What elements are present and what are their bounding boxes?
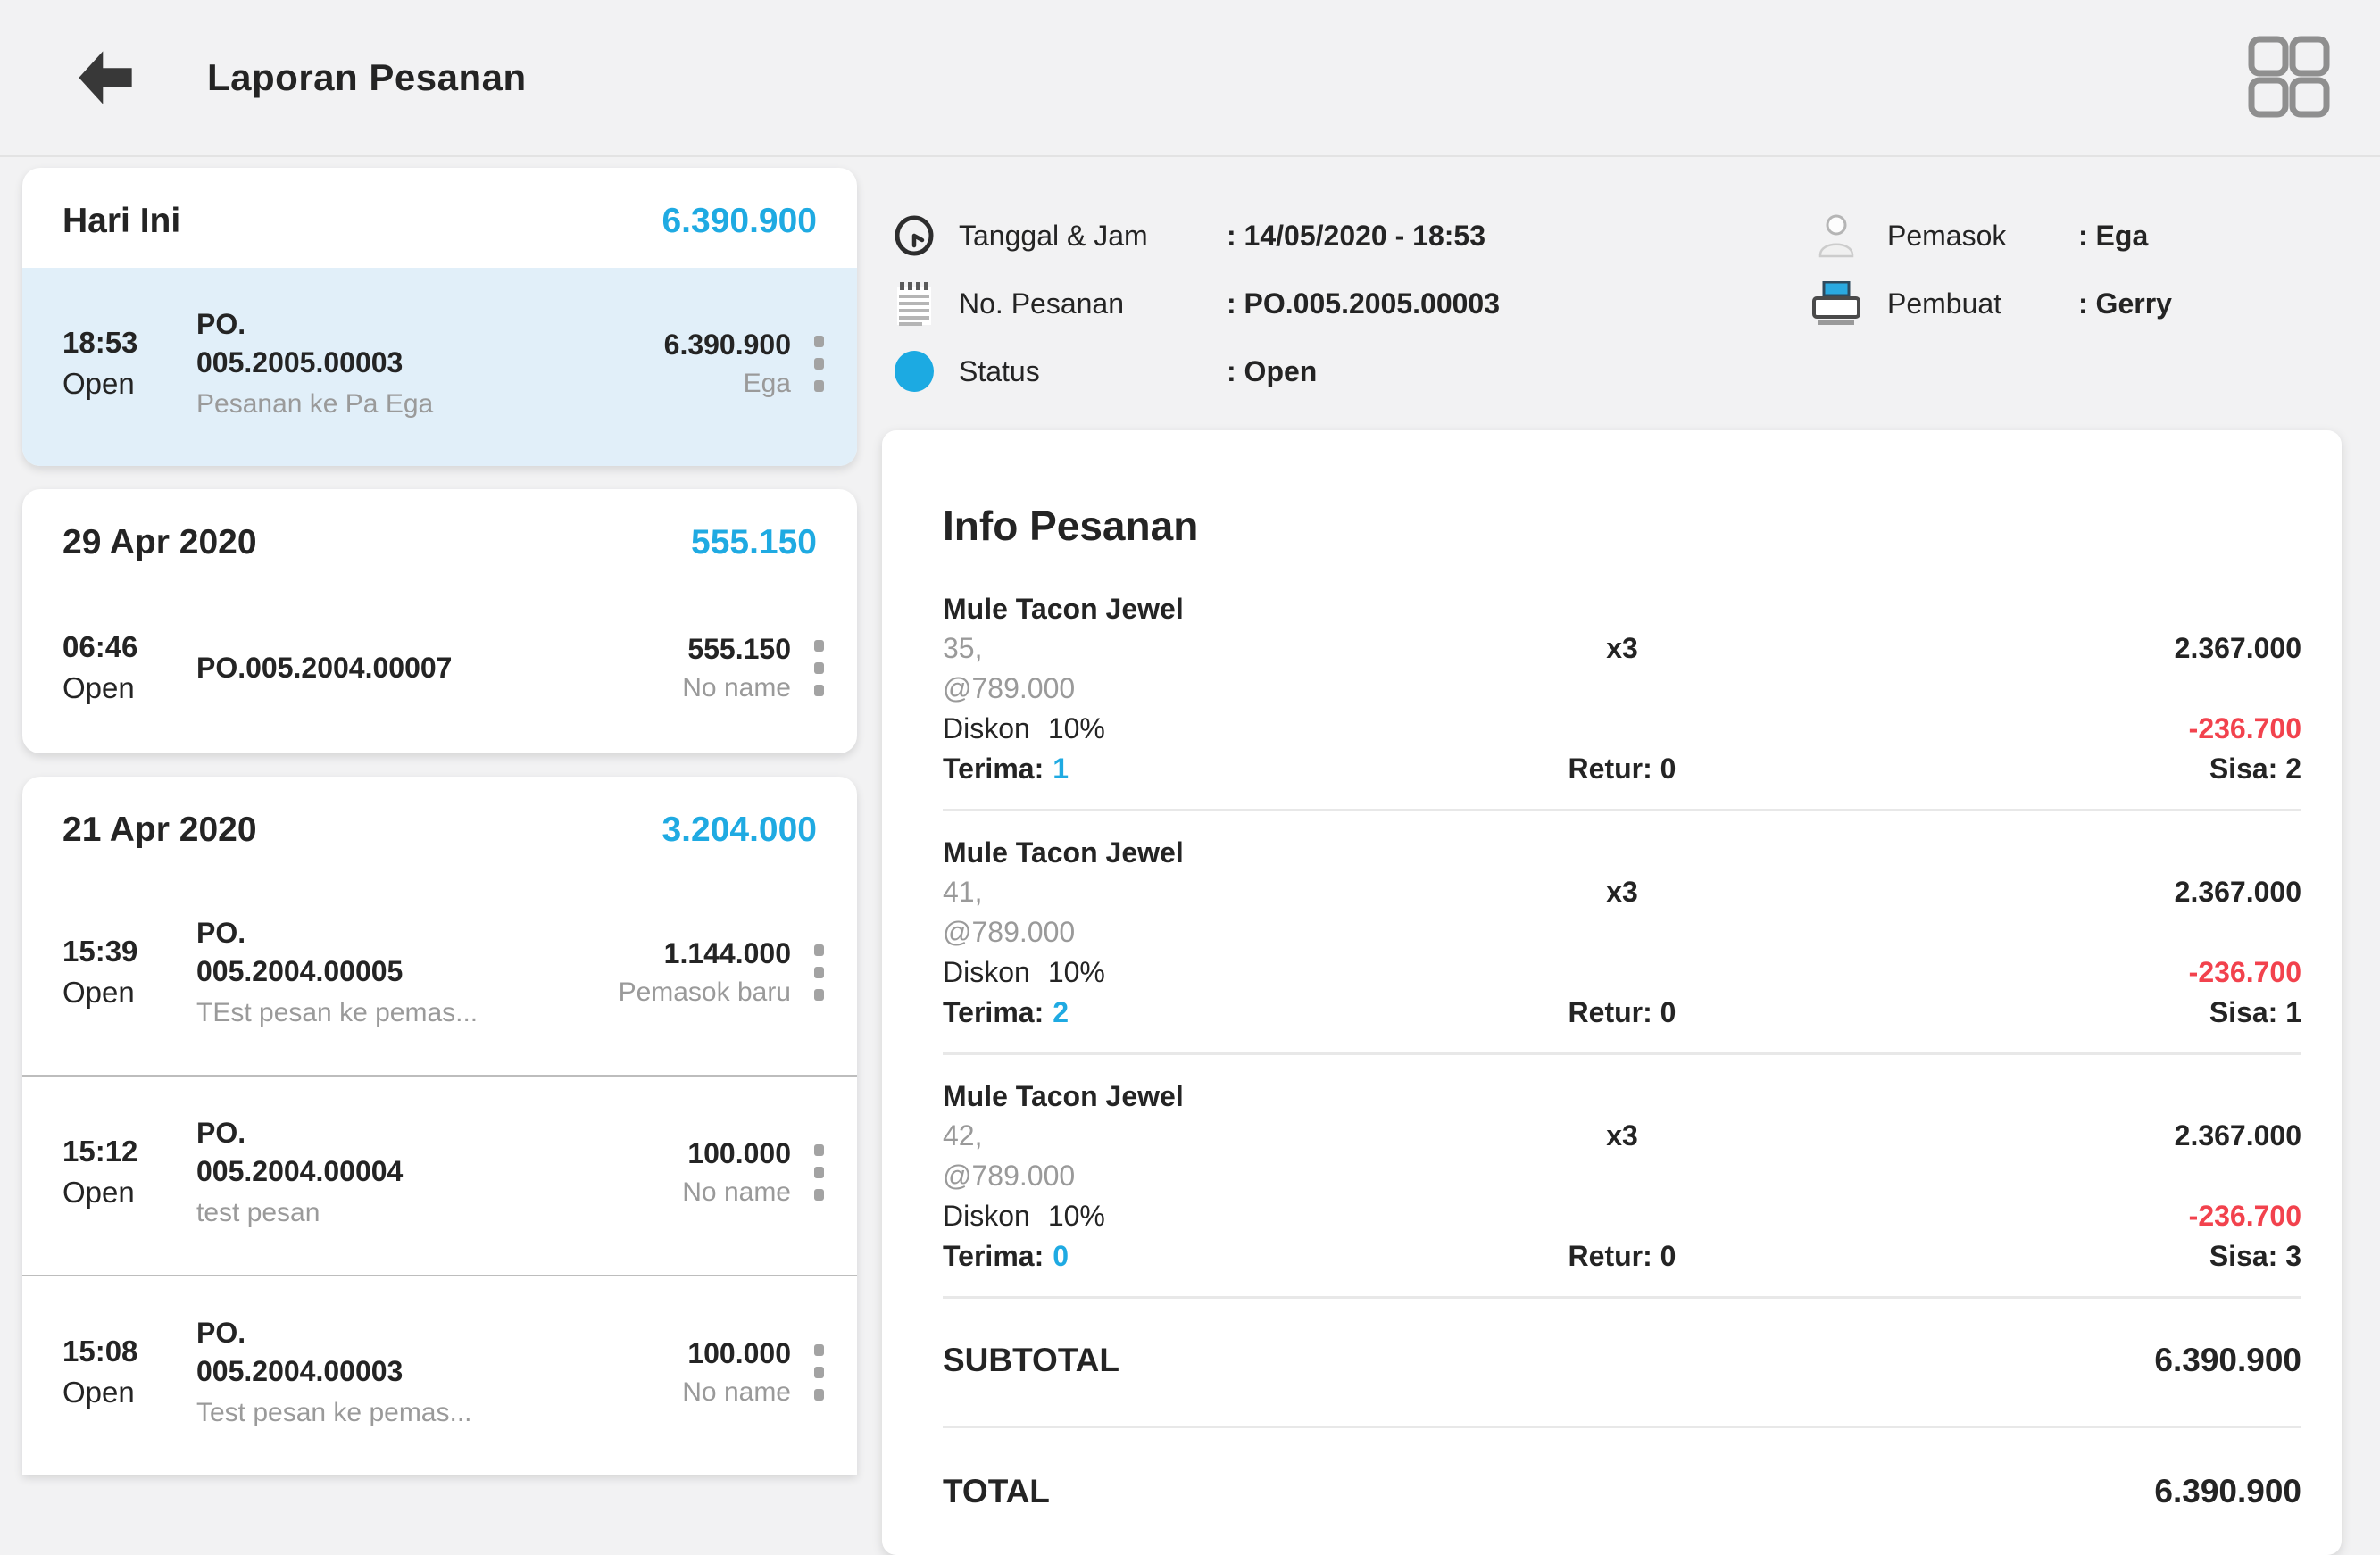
- item-retur: Retur: 0: [1568, 753, 1677, 785]
- printer-icon: [1810, 280, 1862, 327]
- item-sisa: Sisa: 3: [2209, 1240, 2301, 1272]
- item-sisa: Sisa: 1: [2209, 996, 2301, 1028]
- row-more-options-icon[interactable]: [807, 328, 831, 399]
- item-terima: Terima: 0: [943, 1240, 1069, 1272]
- item-divider: [943, 1052, 2301, 1055]
- order-item: [943, 589, 2301, 789]
- item-discount-value: -236.700: [2188, 1200, 2301, 1232]
- meta-label: Pemasok: [1887, 220, 2007, 252]
- row-po-number: PO.: [196, 917, 246, 949]
- row-more-options-icon[interactable]: [807, 1137, 831, 1208]
- meta-value: : PO.005.2005.00003: [1227, 287, 1501, 320]
- item-discount: Diskon 10%: [943, 712, 1105, 744]
- page-title: Laporan Pesanan: [207, 56, 527, 98]
- row-note: TEst pesan ke pemas...: [196, 998, 478, 1027]
- item-discount: Diskon 10%: [943, 956, 1105, 988]
- row-po-number: PO.: [196, 308, 246, 340]
- row-po-number: 005.2004.00005: [196, 955, 404, 987]
- row-status: Open: [62, 976, 135, 1009]
- order-item: [943, 833, 2301, 1033]
- meta-value: : Open: [1227, 354, 1318, 387]
- meta-label: Status: [959, 355, 1040, 387]
- totals-divider: [943, 1426, 2301, 1428]
- group-total: 6.390.900: [662, 202, 817, 240]
- group-date-label: 29 Apr 2020: [62, 523, 257, 561]
- order-item: [943, 1077, 2301, 1276]
- row-supplier: Pemasok baru: [618, 977, 791, 1007]
- clock-icon: [893, 212, 936, 259]
- row-status: Open: [62, 1376, 135, 1409]
- row-amount: 6.390.900: [663, 328, 791, 361]
- meta-label: Pembuat: [1887, 287, 2002, 320]
- item-line-total: 2.367.000: [2174, 1119, 2301, 1152]
- order-meta-left: [893, 212, 1500, 416]
- row-amount: 100.000: [687, 1136, 791, 1169]
- item-line-total: 2.367.000: [2174, 876, 2301, 908]
- row-po-number: 005.2005.00003: [196, 346, 404, 378]
- row-more-options-icon[interactable]: [807, 633, 831, 703]
- item-retur: Retur: 0: [1568, 996, 1677, 1028]
- row-time: 15:12: [62, 1135, 138, 1168]
- back-button[interactable]: [73, 48, 137, 107]
- item-line-total: 2.367.000: [2174, 632, 2301, 664]
- item-discount: Diskon 10%: [943, 1200, 1105, 1232]
- row-time: 15:39: [62, 935, 138, 968]
- item-unit-price: @789.000: [943, 916, 1076, 948]
- order-group-card: [22, 168, 857, 466]
- order-row[interactable]: [22, 1276, 857, 1475]
- item-unit-price: @789.000: [943, 1160, 1076, 1192]
- row-supplier: No name: [682, 672, 791, 703]
- item-terima: Terima: 2: [943, 996, 1069, 1028]
- item-variant: 35,: [943, 632, 983, 664]
- group-total: 555.150: [691, 523, 817, 561]
- group-date-label: Hari Ini: [62, 202, 181, 240]
- row-more-options-icon[interactable]: [807, 937, 831, 1008]
- order-meta-right: [1810, 212, 2172, 348]
- meta-value: : 14/05/2020 - 18:53: [1227, 219, 1485, 252]
- row-supplier: Ega: [743, 368, 791, 398]
- row-supplier: No name: [682, 1177, 791, 1207]
- row-status: Open: [62, 671, 135, 704]
- row-note: Test pesan ke pemas...: [196, 1398, 472, 1427]
- item-unit-price: @789.000: [943, 672, 1076, 704]
- row-time: 18:53: [62, 326, 138, 359]
- meta-value: : Gerry: [2078, 287, 2172, 320]
- order-row[interactable]: [22, 589, 857, 753]
- apps-grid-button[interactable]: [2248, 36, 2330, 118]
- detail-card-title: Info Pesanan: [943, 503, 1199, 549]
- item-sisa: Sisa: 2: [2209, 753, 2301, 785]
- subtotal-label: SUBTOTAL: [943, 1342, 1120, 1378]
- row-po-number: 005.2004.00003: [196, 1355, 404, 1387]
- top-bar: [0, 0, 2380, 157]
- row-supplier: No name: [682, 1376, 791, 1407]
- item-divider: [943, 1296, 2301, 1299]
- meta-label: Tanggal & Jam: [959, 220, 1148, 252]
- status-dot: [895, 351, 934, 392]
- order-group-card: [22, 777, 857, 1475]
- order-row[interactable]: [22, 1077, 857, 1275]
- item-variant: 42,: [943, 1119, 983, 1152]
- item-discount-value: -236.700: [2188, 712, 2301, 744]
- row-po-number: PO.: [196, 1117, 246, 1149]
- item-retur: Retur: 0: [1568, 1240, 1677, 1272]
- group-total: 3.204.000: [662, 811, 817, 849]
- row-amount: 1.144.000: [663, 936, 791, 969]
- total-value: 6.390.900: [2154, 1473, 2301, 1509]
- row-amount: 100.000: [687, 1336, 791, 1369]
- meta-value: : Ega: [2078, 219, 2149, 252]
- order-group-card: [22, 489, 857, 753]
- order-row[interactable]: [22, 268, 857, 466]
- row-po-number: PO.: [196, 1317, 246, 1349]
- row-more-options-icon[interactable]: [807, 1337, 831, 1408]
- item-divider: [943, 809, 2301, 811]
- row-time: 06:46: [62, 630, 138, 663]
- group-date-label: 21 Apr 2020: [62, 811, 257, 849]
- group-header: [22, 168, 857, 268]
- item-qty: x3: [1606, 876, 1638, 908]
- item-name: Mule Tacon Jewel: [943, 836, 1184, 869]
- order-detail-card: [882, 430, 2342, 1555]
- row-time: 15:08: [62, 1335, 138, 1368]
- item-name: Mule Tacon Jewel: [943, 593, 1184, 625]
- group-header: [22, 489, 857, 589]
- order-row[interactable]: [22, 877, 857, 1075]
- item-qty: x3: [1606, 1119, 1638, 1152]
- item-name: Mule Tacon Jewel: [943, 1080, 1184, 1112]
- row-po-number: 005.2004.00004: [196, 1155, 404, 1187]
- item-variant: 41,: [943, 876, 983, 908]
- item-terima: Terima: 1: [943, 753, 1069, 785]
- total-label: TOTAL: [943, 1473, 1050, 1509]
- row-po-number: PO.005.2004.00007: [196, 651, 453, 684]
- person-icon: [1810, 212, 1862, 259]
- subtotal-value: 6.390.900: [2154, 1342, 2301, 1378]
- meta-label: No. Pesanan: [959, 287, 1125, 320]
- item-discount-value: -236.700: [2188, 956, 2301, 988]
- group-header: [22, 777, 857, 877]
- receipt-icon: [893, 280, 936, 327]
- row-amount: 555.150: [687, 632, 791, 665]
- grid-icon: [2248, 36, 2330, 118]
- row-note: Pesanan ke Pa Ega: [196, 389, 434, 419]
- item-qty: x3: [1606, 632, 1638, 664]
- row-note: test pesan: [196, 1198, 320, 1227]
- back-arrow-icon: [76, 50, 135, 105]
- row-status: Open: [62, 367, 135, 400]
- row-status: Open: [62, 1176, 135, 1209]
- order-list-sidebar: [22, 168, 857, 1498]
